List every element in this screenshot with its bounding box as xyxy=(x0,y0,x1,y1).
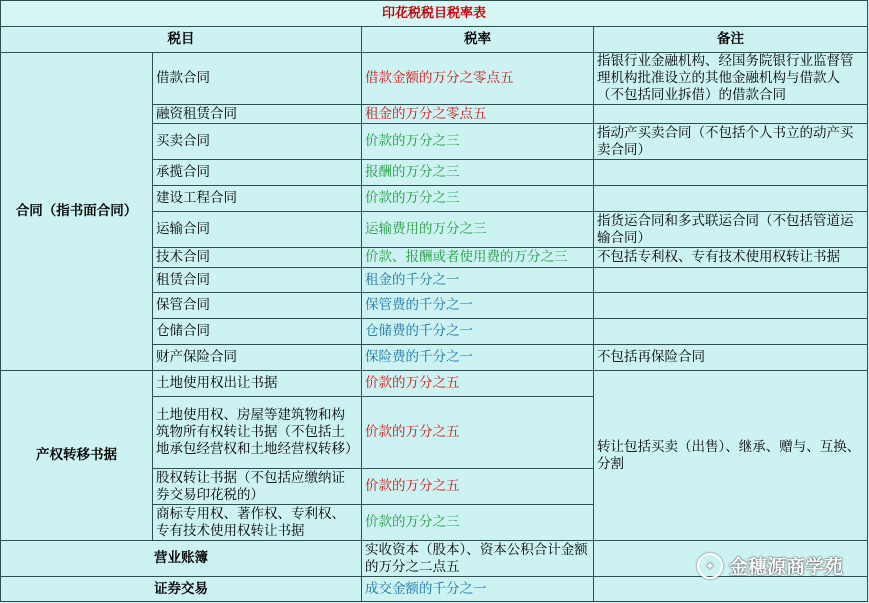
item-finance-lease: 融资租赁合同 xyxy=(153,105,362,124)
note-property-transfer: 转让包括买卖（出售）、继承、赠与、互换、分割 xyxy=(594,371,868,541)
rate-securities: 成交金额的千分之一 xyxy=(362,577,594,602)
rate-construction-contract: 价款的万分之三 xyxy=(362,186,594,212)
rate-land-use-grant: 价款的万分之五 xyxy=(362,371,594,397)
item-lease-contract: 租赁合同 xyxy=(153,268,362,293)
note-finance-lease xyxy=(594,105,868,124)
note-securities xyxy=(594,577,868,602)
rate-technology-contract: 价款、报酬或者使用费的万分之三 xyxy=(362,248,594,268)
rate-equity-transfer: 价款的万分之五 xyxy=(362,469,594,505)
group-property-transfer: 产权转移书据 xyxy=(1,371,153,541)
note-custody-contract xyxy=(594,293,868,319)
group-securities: 证券交易 xyxy=(1,577,362,602)
item-ip-transfer: 商标专用权、著作权、专利权、专有技术使用权转让书据 xyxy=(153,505,362,541)
item-sales-contract: 买卖合同 xyxy=(153,124,362,160)
group-contract: 合同（指书面合同） xyxy=(1,53,153,371)
brand-watermark xyxy=(697,552,843,579)
rate-work-contract: 报酬的万分之三 xyxy=(362,160,594,186)
note-transport-contract: 指货运合同和多式联运合同（不包括管道运输合同） xyxy=(594,212,868,248)
item-loan-contract: 借款合同 xyxy=(153,53,362,105)
rate-sales-contract: 价款的万分之三 xyxy=(362,124,594,160)
header-rate: 税率 xyxy=(362,27,594,53)
wechat-icon: ✦ xyxy=(697,553,723,579)
item-land-use-grant: 土地使用权出让书据 xyxy=(153,371,362,397)
note-work-contract xyxy=(594,160,868,186)
rate-business-books: 实收资本（股本）、资本公积合计金额的万分之二点五 xyxy=(362,541,594,577)
note-construction-contract xyxy=(594,186,868,212)
rate-ip-transfer: 价款的万分之三 xyxy=(362,505,594,541)
item-construction-contract: 建设工程合同 xyxy=(153,186,362,212)
rate-land-building-transfer: 价款的万分之五 xyxy=(362,397,594,469)
table-title: 印花税税目税率表 xyxy=(1,1,868,27)
note-sales-contract: 指动产买卖合同（不包括个人书立的动产买卖合同） xyxy=(594,124,868,160)
group-business-books: 营业账簿 xyxy=(1,541,362,577)
item-technology-contract: 技术合同 xyxy=(153,248,362,268)
note-warehouse-contract xyxy=(594,319,868,345)
note-technology-contract: 不包括专利权、专有技术使用权转让书据 xyxy=(594,248,868,268)
item-property-insurance: 财产保险合同 xyxy=(153,345,362,371)
rate-property-insurance: 保险费的千分之一 xyxy=(362,345,594,371)
rate-warehouse-contract: 仓储费的千分之一 xyxy=(362,319,594,345)
item-transport-contract: 运输合同 xyxy=(153,212,362,248)
rate-lease-contract: 租金的千分之一 xyxy=(362,268,594,293)
item-equity-transfer: 股权转让书据（不包括应缴纳证券交易印花税的） xyxy=(153,469,362,505)
header-item: 税目 xyxy=(1,27,362,53)
watermark-text: 金穗源商学苑 xyxy=(728,556,843,578)
item-work-contract: 承揽合同 xyxy=(153,160,362,186)
note-lease-contract xyxy=(594,268,868,293)
rate-finance-lease: 租金的万分之零点五 xyxy=(362,105,594,124)
note-loan-contract: 指银行业金融机构、经国务院银行业监督管理机构批准设立的其他金融机构与借款人（不包括同业拆借）的借款合同 xyxy=(594,53,868,105)
rate-loan-contract: 借款金额的万分之零点五 xyxy=(362,53,594,105)
item-warehouse-contract: 仓储合同 xyxy=(153,319,362,345)
rate-custody-contract: 保管费的千分之一 xyxy=(362,293,594,319)
item-custody-contract: 保管合同 xyxy=(153,293,362,319)
rate-transport-contract: 运输费用的万分之三 xyxy=(362,212,594,248)
note-property-insurance: 不包括再保险合同 xyxy=(594,345,868,371)
item-land-building-transfer: 土地使用权、房屋等建筑物和构筑物所有权转让书据（不包括土地承包经营权和土地经营权转移） xyxy=(153,397,362,469)
header-note: 备注 xyxy=(594,27,868,53)
